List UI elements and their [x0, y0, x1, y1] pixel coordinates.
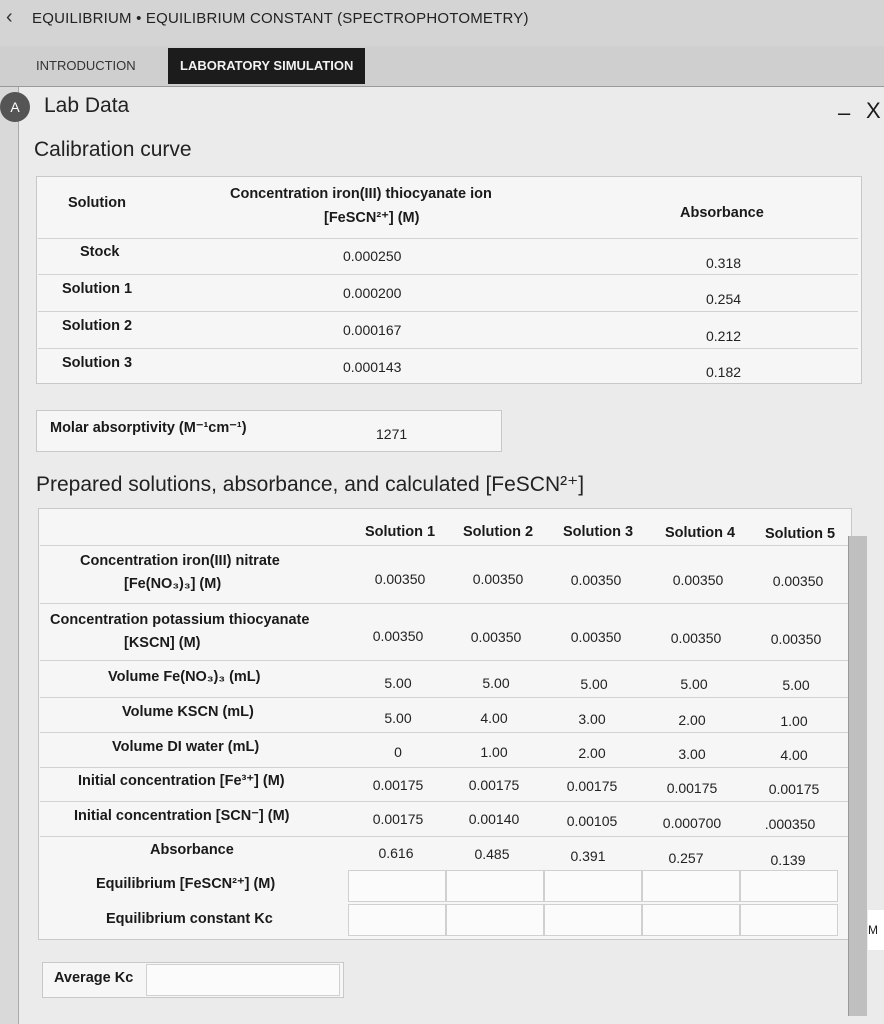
- table-cell: 0.00350: [570, 572, 622, 588]
- tab-introduction[interactable]: INTRODUCTION: [36, 58, 136, 73]
- table-cell: 4.00: [480, 710, 508, 726]
- row-label: Initial concentration [SCN⁻] (M): [74, 808, 290, 824]
- table-cell: 0.00350: [472, 571, 524, 587]
- calib-row-absorbance: 0.318: [706, 255, 742, 271]
- divider: [38, 238, 858, 239]
- row-label: Volume Fe(NO₃)₃ (mL): [108, 669, 261, 685]
- table-cell: 4.00: [780, 747, 808, 763]
- divider: [38, 274, 858, 275]
- table-cell: 0.00105: [566, 813, 618, 829]
- divider: [38, 348, 858, 349]
- row-label: Concentration iron(III) nitrate: [80, 553, 280, 569]
- equilibrium-fescn-input[interactable]: [642, 870, 740, 902]
- table-cell: 3.00: [578, 711, 606, 727]
- table-cell: 3.00: [678, 746, 706, 762]
- row-label: Equilibrium [FeSCN²⁺] (M): [96, 876, 276, 892]
- table-cell: 0.00350: [772, 573, 824, 589]
- table-cell: 0.00175: [372, 777, 424, 793]
- row-label: Volume KSCN (mL): [122, 704, 254, 720]
- equilibrium-fescn-input[interactable]: [740, 870, 838, 902]
- table-cell: 2.00: [678, 712, 706, 728]
- table-cell: 0.00350: [672, 572, 724, 588]
- col-header-solution-2: Solution 2: [462, 524, 534, 540]
- calibration-title: Calibration curve: [34, 138, 192, 161]
- row-label: Volume DI water (mL): [112, 739, 260, 755]
- close-button[interactable]: X: [866, 98, 881, 123]
- col-header-absorbance: Absorbance: [680, 205, 764, 221]
- table-cell: 0.00350: [670, 630, 722, 646]
- equilibrium-fescn-input[interactable]: [446, 870, 544, 902]
- tab-bar: [0, 46, 884, 87]
- table-cell: 2.00: [578, 745, 606, 761]
- table-cell: 1.00: [780, 713, 808, 729]
- top-bar: [0, 0, 884, 46]
- divider: [40, 603, 848, 604]
- calib-row-solution: Solution 3: [62, 355, 133, 371]
- equilibrium-constant-input[interactable]: [740, 904, 838, 936]
- equilibrium-constant-input[interactable]: [446, 904, 544, 936]
- table-cell: 5.00: [384, 675, 412, 691]
- equilibrium-fescn-input[interactable]: [544, 870, 642, 902]
- divider: [40, 732, 848, 733]
- table-cell: 5.00: [580, 676, 608, 692]
- table-cell: 1.00: [480, 744, 508, 760]
- col-header-solution-4: Solution 4: [664, 525, 736, 541]
- table-cell: 0.00175: [666, 780, 718, 796]
- table-cell: 0: [394, 744, 402, 760]
- back-chevron-icon[interactable]: ‹: [6, 6, 13, 28]
- table-cell: 0.00140: [468, 811, 520, 827]
- calib-row-absorbance: 0.212: [706, 328, 742, 344]
- col-header-solution: Solution: [68, 195, 126, 211]
- equilibrium-constant-input[interactable]: [348, 904, 446, 936]
- table-cell: 0.00175: [372, 811, 424, 827]
- calib-row-concentration: 0.000200: [343, 285, 402, 301]
- calib-row-solution: Stock: [80, 244, 120, 260]
- divider: [40, 801, 848, 802]
- molar-absorptivity-value: 1271: [376, 426, 408, 442]
- scrollbar[interactable]: [848, 536, 867, 1016]
- row-label: Equilibrium constant Kc: [106, 911, 273, 927]
- flask-icon: A: [0, 92, 30, 122]
- edge-peek-text: M: [868, 910, 884, 950]
- row-label-unit: [KSCN] (M): [124, 635, 201, 651]
- tab-laboratory-simulation[interactable]: LABORATORY SIMULATION: [168, 48, 365, 84]
- divider: [40, 545, 848, 546]
- calib-row-concentration: 0.000167: [343, 322, 402, 338]
- col-header-solution-3: Solution 3: [562, 524, 634, 540]
- divider: [40, 767, 848, 768]
- row-label: Absorbance: [150, 842, 234, 858]
- equilibrium-constant-input[interactable]: [544, 904, 642, 936]
- calib-row-concentration: 0.000143: [343, 359, 402, 375]
- calib-row-absorbance: 0.254: [706, 291, 742, 307]
- table-cell: 0.00175: [768, 781, 820, 797]
- average-kc-label: Average Kc: [54, 970, 134, 986]
- table-cell: 0.00175: [566, 778, 618, 794]
- table-cell: 0.391: [570, 848, 606, 864]
- calib-row-solution: Solution 1: [62, 281, 133, 297]
- row-label: Initial concentration [Fe³⁺] (M): [78, 773, 285, 789]
- col-header-concentration-unit: [FeSCN²⁺] (M): [324, 210, 420, 226]
- divider: [40, 660, 848, 661]
- equilibrium-fescn-input[interactable]: [348, 870, 446, 902]
- molar-absorptivity-label: Molar absorptivity (M⁻¹cm⁻¹): [50, 420, 247, 436]
- row-label-unit: [Fe(NO₃)₃] (M): [124, 576, 222, 592]
- calib-row-concentration: 0.000250: [343, 248, 402, 264]
- col-header-concentration: Concentration iron(III) thiocyanate ion: [230, 186, 492, 202]
- table-cell: .000350: [764, 816, 816, 832]
- divider: [38, 311, 858, 312]
- table-cell: 0.00350: [770, 631, 822, 647]
- table-cell: 0.000700: [662, 815, 722, 831]
- calib-row-absorbance: 0.182: [706, 364, 742, 380]
- panel-title: Lab Data: [44, 94, 130, 117]
- col-header-solution-5: Solution 5: [764, 526, 836, 542]
- table-cell: 0.139: [770, 852, 806, 868]
- table-cell: 5.00: [482, 675, 510, 691]
- table-cell: 0.00350: [470, 629, 522, 645]
- table-cell: 0.257: [668, 850, 704, 866]
- equilibrium-constant-input[interactable]: [642, 904, 740, 936]
- table-cell: 0.485: [474, 846, 510, 862]
- divider: [40, 836, 848, 837]
- row-label: Concentration potassium thiocyanate: [50, 612, 310, 628]
- table-cell: 0.00350: [374, 571, 426, 587]
- calib-row-solution: Solution 2: [62, 318, 133, 334]
- table-cell: 5.00: [782, 677, 810, 693]
- divider: [40, 697, 848, 698]
- table-cell: 5.00: [384, 710, 412, 726]
- table-cell: 0.00350: [372, 628, 424, 644]
- prepared-title: Prepared solutions, absorbance, and calculated [FeSCN²⁺]: [36, 473, 585, 496]
- minimize-button[interactable]: –: [838, 100, 851, 125]
- breadcrumb: EQUILIBRIUM • EQUILIBRIUM CONSTANT (SPECTROPHOTOMETRY): [32, 10, 529, 27]
- average-kc-input[interactable]: [146, 964, 340, 996]
- table-cell: 5.00: [680, 676, 708, 692]
- table-cell: 0.616: [378, 845, 414, 861]
- table-cell: 0.00350: [570, 629, 622, 645]
- table-cell: 0.00175: [468, 777, 520, 793]
- col-header-solution-1: Solution 1: [364, 524, 436, 540]
